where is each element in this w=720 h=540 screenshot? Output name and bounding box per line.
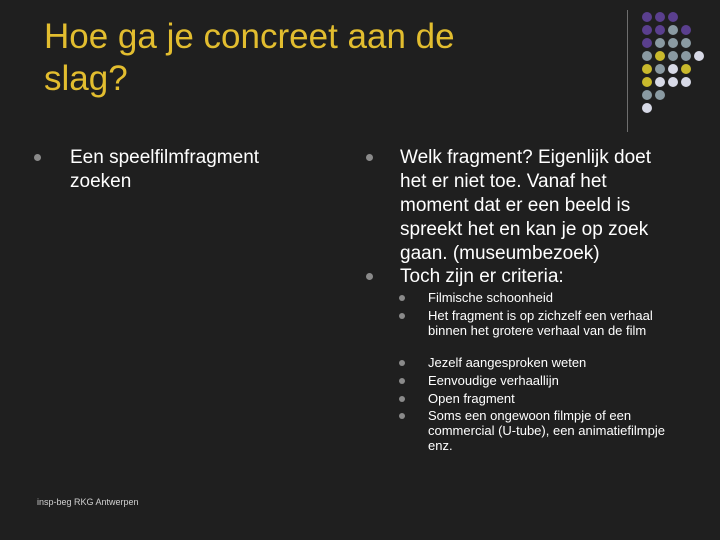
decorative-dot <box>668 12 678 22</box>
decorative-dot <box>642 90 652 100</box>
decorative-dot <box>655 38 665 48</box>
bullet-icon <box>34 154 41 161</box>
decorative-dot <box>642 51 652 61</box>
footer-text: insp-beg RKG Antwerpen <box>37 497 139 507</box>
sub-bullet-2: Het fragment is op zichzelf een verhaal binnen het grotere verhaal van de film <box>428 308 653 338</box>
decorative-dot <box>655 77 665 87</box>
sub-bullet-6: Soms een ongewoon filmpje of een commercial (U-tube), een animatiefilmpje enz. <box>428 408 665 453</box>
sub-bullet-icon <box>399 295 405 301</box>
right-bullet-2: Toch zijn er criteria: <box>400 266 564 287</box>
decorative-dot <box>655 64 665 74</box>
decorative-dot <box>655 25 665 35</box>
bullet-icon <box>366 154 373 161</box>
decorative-dot <box>681 25 691 35</box>
decorative-dot-grid <box>642 12 720 112</box>
decorative-dot <box>681 77 691 87</box>
decorative-dot <box>655 90 665 100</box>
sub-bullet-icon <box>399 396 405 402</box>
decorative-dot <box>668 51 678 61</box>
decorative-dot <box>681 51 691 61</box>
decorative-dot <box>668 25 678 35</box>
decorative-dot <box>642 25 652 35</box>
decorative-dot <box>642 64 652 74</box>
sub-bullet-icon <box>399 313 405 319</box>
sub-bullet-icon <box>399 413 405 419</box>
decorative-dot <box>642 103 652 113</box>
sub-bullet-5: Open fragment <box>428 391 515 406</box>
decorative-dot <box>694 51 704 61</box>
sub-bullet-4: Eenvoudige verhaallijn <box>428 373 559 388</box>
slide-title: Hoe ga je concreet aan de slag? <box>44 17 455 98</box>
left-bullet-1: Een speelfilmfragment zoeken <box>70 147 260 192</box>
sub-bullet-icon <box>399 360 405 366</box>
divider-line <box>627 10 628 132</box>
sub-bullet-3: Jezelf aangesproken weten <box>428 355 587 370</box>
sub-bullet-icon <box>399 378 405 384</box>
decorative-dot <box>642 77 652 87</box>
decorative-dot <box>668 77 678 87</box>
decorative-dot <box>655 12 665 22</box>
right-bullet-1: Welk fragment? Eigenlijk doet het er niet toe. Vanaf het moment dat er een beeld is spreekt het en kan je op zoek gaan. (museumbezoek) <box>400 147 651 264</box>
decorative-dot <box>655 51 665 61</box>
bullet-icon <box>366 273 373 280</box>
decorative-dot <box>668 64 678 74</box>
decorative-dot <box>668 38 678 48</box>
decorative-dot <box>681 64 691 74</box>
decorative-dot <box>642 38 652 48</box>
decorative-dot <box>642 12 652 22</box>
sub-bullet-1: Filmische schoonheid <box>428 290 554 305</box>
decorative-dot <box>681 38 691 48</box>
